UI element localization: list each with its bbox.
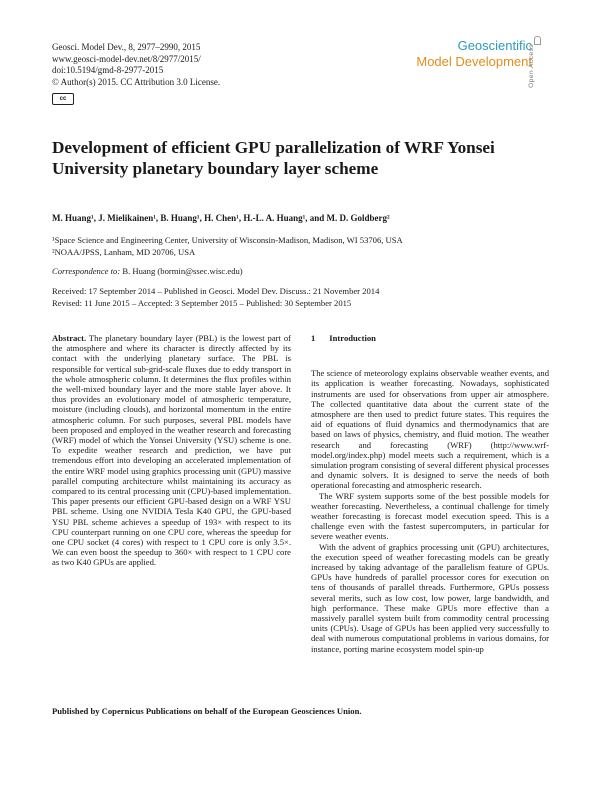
- url-line[interactable]: www.geosci-model-dev.net/8/2977/2015/: [52, 53, 201, 64]
- citation-block: [52, 42, 220, 88]
- publisher-footer: Published by Copernicus Publications on behalf of the European Geosciences Union.: [52, 706, 362, 716]
- abstract-column: [52, 333, 291, 568]
- abstract-heading: Abstract.: [52, 333, 87, 343]
- cc-license-icon[interactable]: cc: [52, 93, 74, 105]
- affiliation-2: ²NOAA/JPSS, Lanham, MD 20706, USA: [52, 247, 196, 257]
- dates-line-1: Received: 17 September 2014 – Published in Geosci. Model Dev. Discuss.: 21 November 2014: [52, 286, 380, 296]
- journal-name-line2: Model Development: [416, 54, 532, 69]
- intro-paragraph-3: With the advent of graphics processing unit (GPU) architectures, the execution speed of weather forecasting models can be greatly increased by taking advantage of the parallelism feature of GPUs. GPUs have hundreds of parallel processor cores for execution on tens of thousands of parallel threads. Furthermore, GPUs possess several merits, such as low cost, low power, large bandwidth, and high performance. These make GPUs more effective than a massively parallel system built from commodity central processing units (CPUs). Usage of GPUs has been applied very successfully to deal with numerous computational problems in various domains, for instance, porting marine ecosystem model spin-up: [311, 541, 549, 654]
- section-heading-introduction: [311, 333, 549, 343]
- journal-name-line1: Geoscientific: [457, 38, 532, 53]
- open-access-label: Open Access: [528, 44, 535, 88]
- correspondence-label: Correspondence to:: [52, 266, 121, 276]
- citation-line: Geosci. Model Dev., 8, 2977–2990, 2015: [52, 42, 201, 52]
- journal-logo: [372, 38, 532, 70]
- affiliation-1: ¹Space Science and Engineering Center, University of Wisconsin-Madison, Madison, WI 53706, USA: [52, 235, 403, 245]
- abstract-text: The planetary boundary layer (PBL) is the lowest part of the atmosphere and where its character is directly affected by its contact with the underlying planetary surface. The PBL is responsible for vertical sub-grid-scale fluxes due to eddy transport in the whole atmospheric column. It determines the flux profiles within the well-mixed boundary layer and the more stable layer above. It thus provides an evolutionary model of atmospheric temperature, moisture (including clouds), and horizontal momentum in the entire atmospheric column. For such purposes, several PBL models have been proposed and employed in the weather research and forecasting (WRF) model of which the Yonsei University (YSU) scheme is one. To expedite weather research and prediction, we have put tremendous effort into developing an accelerated implementation of the entire WRF model using graphics processing unit (GPU) massive parallel computing architecture whilst maintaining its accuracy as compared to its central processing unit (CPU)-based implementation. This paper presents our efficient GPU-based design on a WRF YSU PBL scheme. Using one NVIDIA Tesla K40 GPU, the GPU-based YSU PBL scheme achieves a speedup of 193× with respect to its CPU counterpart running on one CPU core, whereas the speedup for one CPU socket (4 cores) with respect to 1 CPU core is only 3.5×. We can even boost the speedup to 360× with respect to 1 CPU core as two K40 GPUs are applied.: [52, 333, 291, 568]
- abstract: [52, 333, 291, 568]
- license-line: © Author(s) 2015. CC Attribution 3.0 License.: [52, 76, 221, 87]
- correspondence-text: B. Huang (bormin@ssec.wisc.edu): [120, 266, 243, 276]
- section-number: 1: [311, 333, 316, 343]
- introduction-column: [311, 333, 549, 654]
- intro-paragraph-1: The science of meteorology explains observable weather events, and its application is weather forecasting. Nowadays, sophisticated instruments are used for observations from upper air atmosphere. The collected quantitative data about the current state of the atmosphere are then used to predict future states. This requires the aid of equations of fluid dynamics and thermodynamics that are based on laws of physics, chemistry, and fluid motion. The weather research and forecasting (WRF) (http://www.wrf-model.org/index.php) model meets such a requirement, which is a simulation program consisting of several different physical processes and dynamic solvers. It is designed to serve the needs of both operational forecasting and atmospheric research.: [311, 368, 549, 491]
- publication-dates: [52, 286, 552, 309]
- dates-line-2: Revised: 11 June 2015 – Accepted: 3 September 2015 – Published: 30 September 2015: [52, 297, 352, 308]
- section-title: Introduction: [329, 333, 376, 343]
- affiliations: [52, 234, 552, 258]
- paper-title: Development of efficient GPU parallelization of WRF Yonsei University planetary boundary layer scheme: [52, 138, 495, 178]
- correspondence: [52, 265, 243, 277]
- open-access-lock-icon: [534, 36, 541, 45]
- author-list: M. Huang¹, J. Mielikainen¹, B. Huang¹, H. Chen¹, H.-L. A. Huang¹, and M. D. Goldberg²: [52, 213, 390, 223]
- intro-paragraph-2: The WRF system supports some of the best possible models for weather forecasting. Nevertheless, a continual challenge for timely weather forecasting is forecast model execution speed. This is a challenge even with the fastest supercomputers, in particular for severe weather events.: [311, 490, 549, 542]
- doi-line[interactable]: doi:10.5194/gmd-8-2977-2015: [52, 65, 164, 75]
